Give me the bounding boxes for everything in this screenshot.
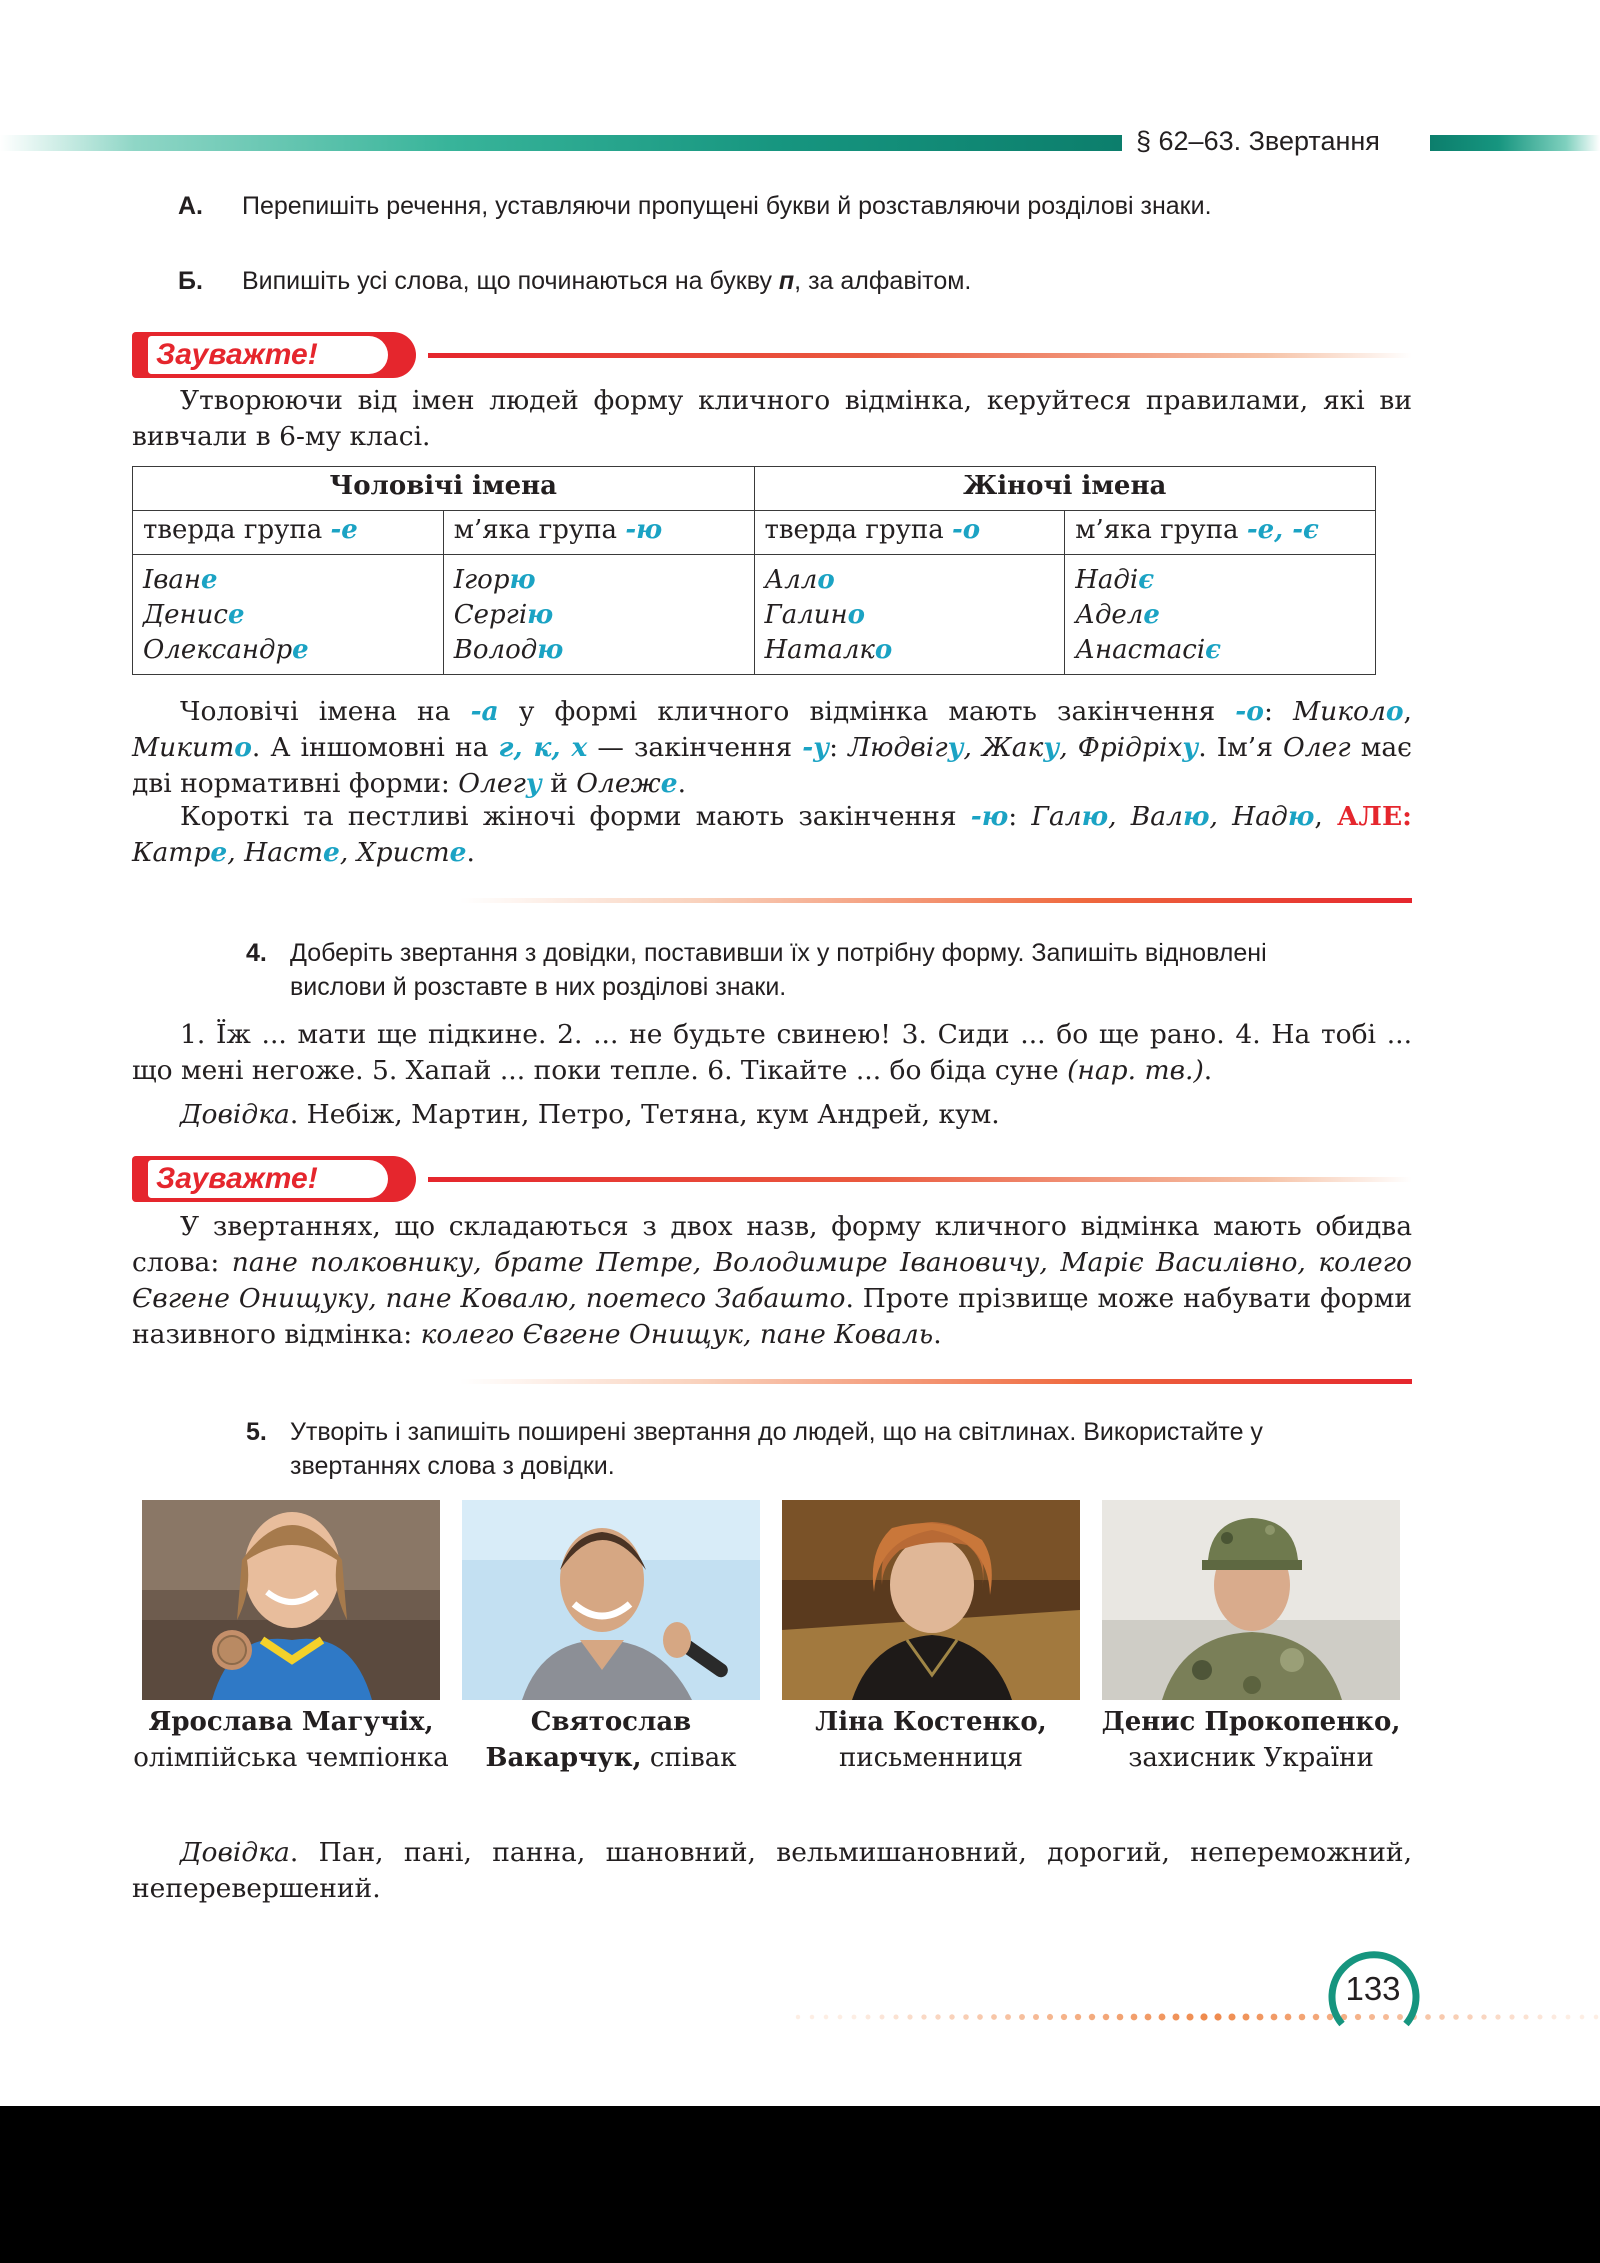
notice-tag bbox=[132, 1156, 416, 1202]
exercise-5 bbox=[246, 1415, 1346, 1483]
exercise-5-reference: Довідка. Пан, пані, панна, шановний, вельмишановний, дорогий, непереможний, неперевершений. bbox=[132, 1837, 1412, 1904]
photo-singer bbox=[462, 1500, 760, 1700]
task-a-label: А. bbox=[178, 192, 203, 220]
task-b-letter: п bbox=[778, 267, 795, 295]
table-subhead bbox=[1065, 511, 1376, 555]
caption-name: Святослав Вакарчук, bbox=[485, 1707, 692, 1773]
table-subhead bbox=[443, 511, 754, 555]
name-item: Наталко bbox=[764, 635, 893, 665]
subhead-ending: -ю bbox=[625, 515, 663, 545]
section-separator bbox=[460, 898, 1412, 903]
page-dot bbox=[1271, 2014, 1278, 2021]
page-dot bbox=[963, 2014, 969, 2020]
photo-defender bbox=[1102, 1500, 1400, 1700]
page-dot bbox=[893, 2014, 898, 2019]
exercise-number: 4. bbox=[246, 939, 267, 967]
page-dot bbox=[838, 2015, 843, 2020]
rule-male-names: Чоловічі імена на -а у формі кличного відмінка мають закінчення -о: Миколо, Микито. А іншомовні на г, к, х — закінчення -у: Людвігу, Жаку, Фрідріху. Ім’я Олег має дві нормативні форми: Олегу й Олеже. bbox=[132, 696, 1412, 799]
page-dot bbox=[1285, 2014, 1292, 2021]
task-b bbox=[178, 265, 1308, 298]
page-dot bbox=[1061, 2014, 1067, 2020]
page-dot bbox=[824, 2015, 829, 2020]
exercise-4 bbox=[246, 936, 1346, 1004]
notice1-intro: Утворюючи від імен людей форму кличного відмінка, керуйтеся правилами, які ви вивчали в 6-му класі. bbox=[132, 385, 1412, 452]
photo-caption bbox=[131, 1704, 451, 1776]
page-dot bbox=[1453, 2014, 1459, 2020]
page-dot bbox=[1243, 2014, 1250, 2021]
caption-role: олімпійська чемпіонка bbox=[133, 1743, 449, 1773]
photo-athlete bbox=[142, 1500, 440, 1700]
header-bar-left bbox=[0, 135, 1122, 151]
page-dot bbox=[1075, 2014, 1081, 2020]
subhead-text: м’яка група bbox=[453, 515, 626, 545]
task-b-text bbox=[242, 265, 1308, 298]
page-dot bbox=[1594, 2015, 1599, 2020]
subhead-ending: -о bbox=[951, 515, 981, 545]
rule-female-short: Короткі та пестливі жіночі форми мають закінчення -ю: Галю, Валю, Надю, АЛЕ: Катре, Насте, Христе. bbox=[132, 801, 1412, 868]
page-dot bbox=[1117, 2014, 1124, 2021]
caption-name: Ярослава Магучіх, bbox=[148, 1707, 434, 1737]
exercise-task: Доберіть звертання з довідки, поставивши їх у потрібну форму. Запишіть відновлені вислови й розставте в них розділові знаки. bbox=[290, 939, 1267, 1001]
task-a bbox=[178, 190, 1308, 223]
exercise-4-reference: Довідка. Небіж, Мартин, Петро, Тетяна, кум Андрей, кум. bbox=[180, 1099, 1000, 1130]
name-item: Іване bbox=[143, 565, 218, 595]
page-dot bbox=[852, 2015, 857, 2020]
page-dot bbox=[810, 2015, 815, 2020]
caption-role: письменниця bbox=[838, 1743, 1024, 1773]
notice-banner bbox=[132, 332, 1412, 378]
page-dot bbox=[1173, 2014, 1180, 2021]
name-item: Олександре bbox=[143, 635, 309, 665]
caption-role: співак bbox=[649, 1743, 737, 1773]
table-cell-names bbox=[133, 555, 444, 675]
page-dot bbox=[1439, 2014, 1445, 2020]
name-item: Ігорю bbox=[453, 565, 536, 595]
page-dot bbox=[1089, 2014, 1095, 2020]
page-dot bbox=[879, 2014, 884, 2019]
page-dot bbox=[1299, 2014, 1306, 2021]
table-cell-names bbox=[443, 555, 754, 675]
header-bar-right bbox=[1430, 135, 1600, 151]
photo-writer bbox=[782, 1500, 1080, 1700]
page-dot bbox=[1200, 2013, 1207, 2020]
table-subhead bbox=[754, 511, 1065, 555]
page-dot bbox=[1159, 2014, 1166, 2021]
caption-name: Ліна Костенко, bbox=[815, 1707, 1047, 1737]
caption-name: Денис Прокопенко, bbox=[1101, 1707, 1401, 1737]
page-dot bbox=[1566, 2015, 1571, 2020]
page-dot bbox=[935, 2014, 940, 2019]
task-a-text: Перепишіть речення, уставляючи пропущені букви й розставляючи розділові знаки. bbox=[242, 192, 1212, 220]
name-item: Денисе bbox=[143, 600, 245, 630]
page-dot bbox=[907, 2014, 912, 2019]
table-head-female: Жіночі імена bbox=[754, 467, 1376, 511]
page-dot bbox=[1186, 2013, 1193, 2020]
page-dots bbox=[790, 2010, 1600, 2024]
table-cell-names bbox=[754, 555, 1065, 675]
subhead-text: м’яка група bbox=[1075, 515, 1247, 545]
notice-banner bbox=[132, 1156, 1412, 1202]
page-dot bbox=[977, 2014, 983, 2020]
notice-label: Зауважте! bbox=[156, 338, 318, 371]
task-b-text-part: Випишіть усі слова, що починаються на букву bbox=[242, 267, 779, 295]
photo-caption bbox=[1091, 1704, 1411, 1776]
name-item: Аделе bbox=[1075, 600, 1160, 630]
page-dot bbox=[1538, 2015, 1543, 2020]
table-cell-names bbox=[1065, 555, 1376, 675]
page-dot bbox=[1047, 2014, 1053, 2020]
page-dot bbox=[1145, 2014, 1152, 2021]
section-title: § 62–63. Звертання bbox=[1136, 126, 1380, 156]
photo-caption bbox=[771, 1704, 1091, 1776]
page-dot bbox=[1509, 2014, 1514, 2019]
page-dot bbox=[1425, 2014, 1431, 2020]
notice-tag bbox=[132, 332, 416, 378]
page-dot bbox=[1228, 2013, 1235, 2020]
page-dot bbox=[1481, 2014, 1486, 2019]
page-dot bbox=[1523, 2014, 1528, 2019]
photo-caption bbox=[451, 1704, 771, 1776]
subhead-text: тверда група bbox=[764, 515, 952, 545]
page-dot bbox=[1552, 2015, 1557, 2020]
name-item: Сергію bbox=[453, 600, 554, 630]
name-item: Володю bbox=[453, 635, 564, 665]
page-dot bbox=[1313, 2014, 1319, 2020]
vocative-names-table bbox=[132, 466, 1376, 675]
page-dot bbox=[1103, 2014, 1110, 2021]
notice2-text: У звертаннях, що складаються з двох назв, форму кличного відмінка мають обидва слова: пане полковнику, брате Петре, Володимире Івановичу, Маріє Василівно, колего Євгене Онищуку, пане Ковалю, поетесо Забашто. Проте прізвище може набувати форми називного відмінка: колего Євгене Онищук, пане Коваль. bbox=[132, 1211, 1412, 1350]
page-dot bbox=[1033, 2014, 1039, 2020]
bottom-black-band bbox=[0, 2106, 1600, 2263]
section-separator bbox=[460, 1379, 1412, 1384]
caption-role: захисник України bbox=[1128, 1743, 1374, 1773]
table-head-male: Чоловічі імена bbox=[133, 467, 755, 511]
subhead-text: тверда група bbox=[143, 515, 331, 545]
page-dot bbox=[1131, 2014, 1138, 2021]
page-dot bbox=[1580, 2015, 1585, 2020]
name-item: Надіє bbox=[1075, 565, 1155, 595]
name-item: Галино bbox=[764, 600, 865, 630]
notice-line bbox=[428, 353, 1412, 358]
page-dot bbox=[949, 2014, 954, 2019]
page-dot bbox=[1019, 2014, 1025, 2020]
table-subhead bbox=[133, 511, 444, 555]
page-dot bbox=[1467, 2014, 1472, 2019]
exercise-number: 5. bbox=[246, 1418, 267, 1446]
notice-line bbox=[428, 1177, 1412, 1182]
page-dot bbox=[991, 2014, 997, 2020]
page-dot bbox=[1495, 2014, 1500, 2019]
task-b-text-part: , за алфавітом. bbox=[794, 267, 972, 295]
exercise-4-sentences: 1. Їж ... мати ще підкине. 2. ... не будьте свинею! 3. Сиди ... бо ще рано. 4. На тобі ... що мені негоже. 5. Хапай ... поки тепле. 6. Тікайте ... бо біда суне (нар. тв.). bbox=[132, 1019, 1412, 1086]
subhead-ending: -е bbox=[330, 515, 358, 545]
subhead-ending: -е, -є bbox=[1246, 515, 1319, 545]
name-item: Алло bbox=[764, 565, 835, 595]
page-number: 133 bbox=[1345, 1970, 1401, 2007]
task-b-label: Б. bbox=[178, 267, 203, 295]
notice-label: Зауважте! bbox=[156, 1162, 318, 1195]
page-dot bbox=[866, 2015, 871, 2020]
page-dot bbox=[921, 2014, 926, 2019]
page-dot bbox=[1005, 2014, 1011, 2020]
exercise-task: Утворіть і запишіть поширені звертання до людей, що на світлинах. Використайте у звертаннях слова з довідки. bbox=[290, 1418, 1263, 1480]
page-dot bbox=[1257, 2014, 1264, 2021]
page-dot bbox=[796, 2015, 800, 2019]
page-dot bbox=[1214, 2013, 1221, 2020]
name-item: Анастасіє bbox=[1075, 635, 1222, 665]
